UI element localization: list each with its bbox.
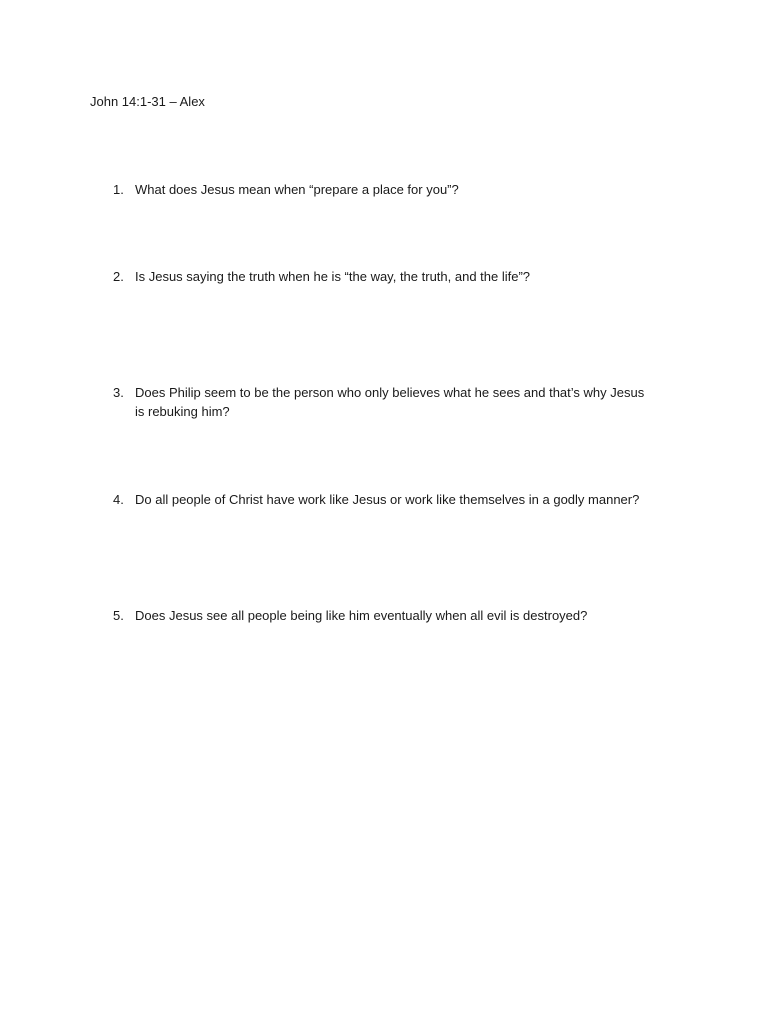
question-item-3 xyxy=(113,383,673,421)
question-text: Is Jesus saying the truth when he is “the way, the truth, and the life”? xyxy=(135,269,531,284)
question-number: 2. xyxy=(113,269,124,284)
question-text: Do all people of Christ have work like Jesus or work like themselves in a godly manner? xyxy=(135,492,640,507)
question-text: Does Jesus see all people being like him eventually when all evil is destroyed? xyxy=(135,608,588,623)
question-text: What does Jesus mean when “prepare a place for you”? xyxy=(135,182,459,197)
question-number: 3. xyxy=(113,385,124,400)
question-item-1 xyxy=(113,180,673,199)
question-item-5 xyxy=(113,606,673,625)
question-item-4 xyxy=(113,490,673,509)
question-text: Does Philip seem to be the person who only believes what he sees and that’s why Jesus is rebuking him? xyxy=(135,385,645,419)
question-number: 5. xyxy=(113,608,124,623)
question-number: 4. xyxy=(113,492,124,507)
question-number: 1. xyxy=(113,182,124,197)
question-item-2 xyxy=(113,267,673,286)
document-title: John 14:1-31 – Alex xyxy=(90,94,205,109)
